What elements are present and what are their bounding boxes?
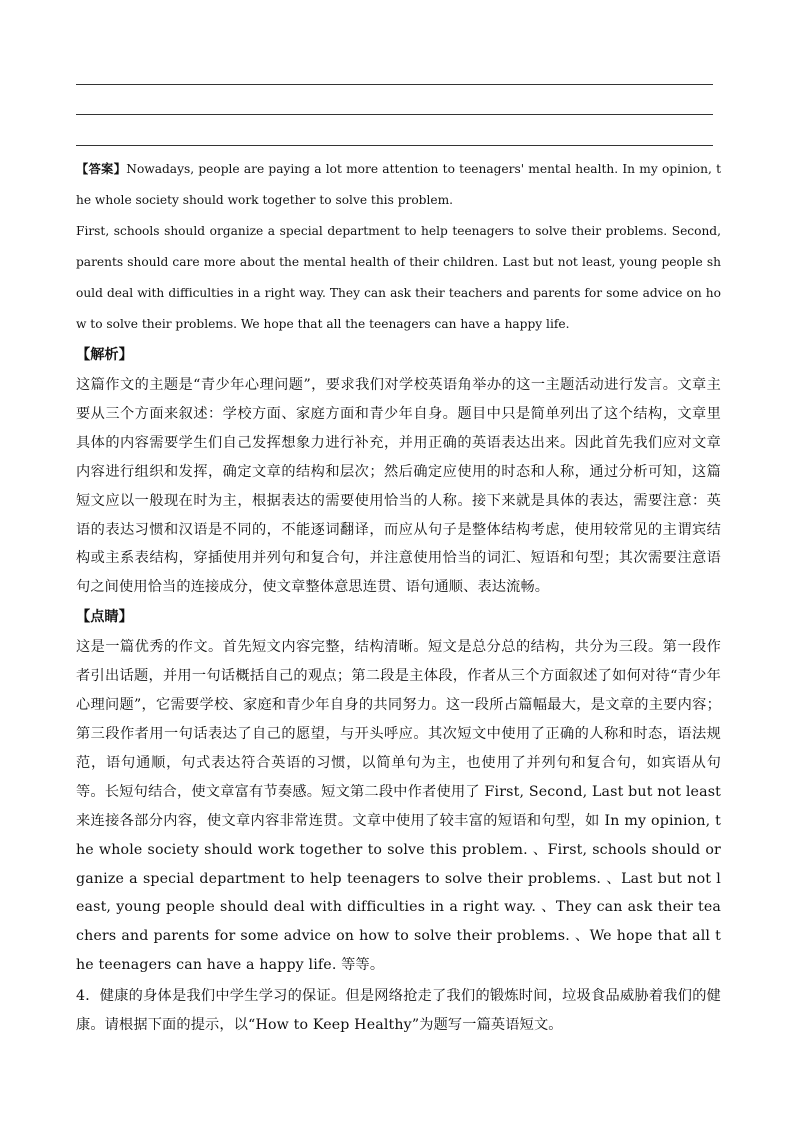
question-4: 4．健康的身体是我们中学生学习的保证。但是网络抢走了我们的锻炼时间，垃圾食品威胁着我们的健康。请根据下面的提示，以“How to Keep Healthy”为题写一篇英语短文。 xyxy=(76,988,721,1034)
comment-text: 这是一篇优秀的作文。首先短文内容完整，结构清晰。短文是总分总的结构，共分为三段。第一段作者引出话题，并用一句话概括自己的观点；第二段是主体段，作者从三个方面叙述了如何对待“青少年心理问题”，它需要学校、家庭和青少年自身的共同努力。这一段所占篇幅最大，是文章的主要内容；第三段作者用一句话表达了自己的愿望，与开头呼应。其次短文中使用了正确的人称和时态，语法规范，语句通顺，句式表达符合英语的习惯，以简单句为主，也使用了并列句和复合句，如宾语从句等。长短句结合，使文章富有节奏感。短文第二段中作者使用了 First, Second, Last but not least 来连接各部分内容，使文章内容非常连贯。文章中使用了较丰富的短语和句型，如 In my opinion, the whole society should work together to solve this problem. 、First, schools should organize a special department to help teenagers to solve their problems. 、Last but not least, young people should deal with difficulties in a right way. 、They can ask their teachers and parents for some advice on how to solve their problems. 、We hope that all the teenagers can have a happy life. 等等。 xyxy=(76,639,721,974)
answer-intro-paragraph xyxy=(76,154,721,216)
document-body xyxy=(76,154,721,1040)
writing-line-3 xyxy=(76,145,713,146)
analysis-text: 这篇作文的主题是“青少年心理问题”，要求我们对学校英语角举办的这一主题活动进行发言。文章主要从三个方面来叙述：学校方面、家庭方面和青少年自身。题目中只是简单列出了这个结构，文章里具体的内容需要学生们自己发挥想象力进行补充，并用正确的英语表达出来。因此首先我们应对文章内容进行组织和发挥，确定文章的结构和层次；然后确定应使用的时态和人称，通过分析可知，这篇短文应以一般现在时为主，根据表达的需要使用恰当的人称。接下来就是具体的表达，需要注意：英语的表达习惯和汉语是不同的，不能逐词翻译，而应从句子是整体结构考虑，使用较常见的主谓宾结构或主系表结构，穿插使用并列句和复合句，并注意使用恰当的词汇、短语和句型；其次需要注意语句之间使用恰当的连接成分，使文章整体意思连贯、语句通顺、表达流畅。 xyxy=(76,377,721,596)
writing-line-1 xyxy=(76,84,713,85)
answer-intro-text: Nowadays, people are paying a lot more attention to teenagers' mental health. In my opinion, the whole society should work together to solve this problem. xyxy=(76,162,721,207)
comment-label: 【点睛】 xyxy=(76,609,133,626)
answer-label: 【答案】 xyxy=(76,162,127,176)
writing-line-2 xyxy=(76,114,713,115)
answer-body-paragraph: First, schools should organize a special department to help teenagers to solve their problems. Second, parents should care more about the mental health of their children. Last but not least, young people should deal with difficulties in a right way. They can ask their teachers and parents for some advice on how to solve their problems. We hope that all the teenagers can have a happy life. xyxy=(76,224,721,331)
analysis-label: 【解析】 xyxy=(76,347,133,363)
